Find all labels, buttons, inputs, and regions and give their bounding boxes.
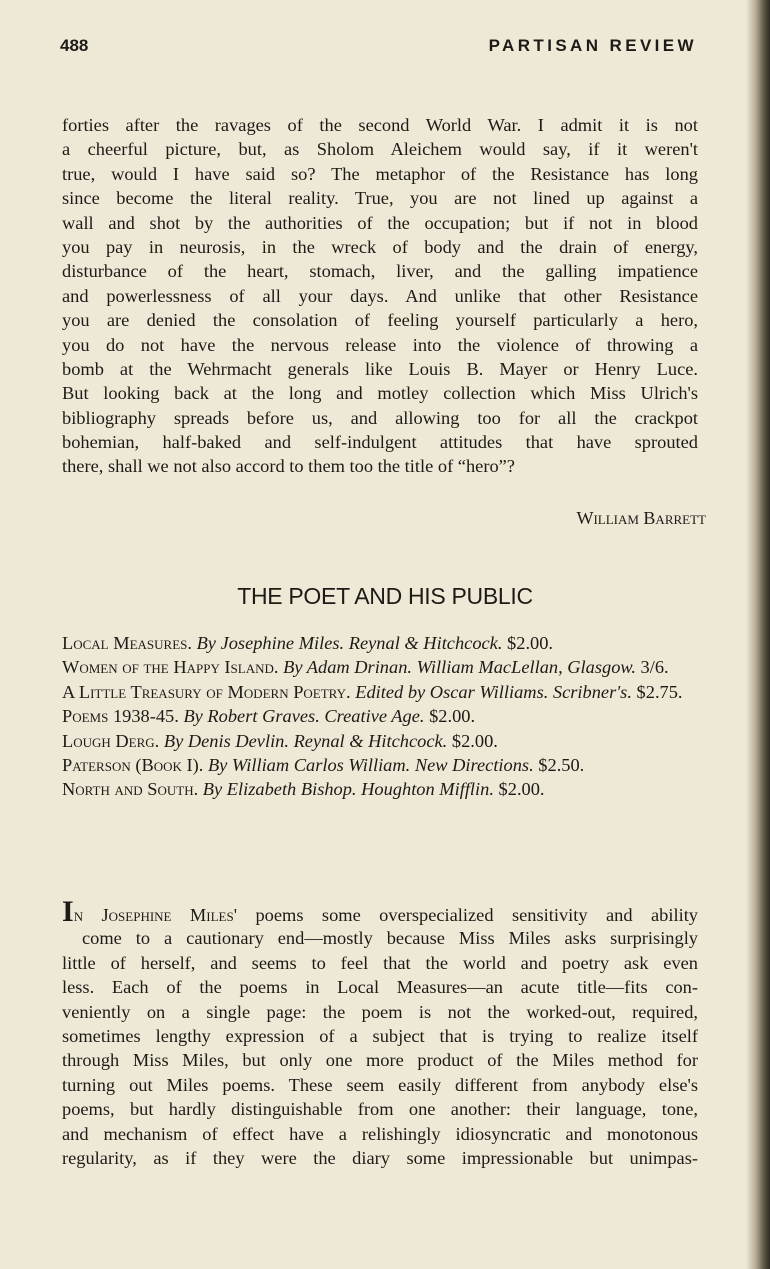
author-signature: William Barrett [576,508,706,528]
text-line: and mechanism of effect have a relishingly idiosyncratic and monotonous [62,1123,698,1144]
page-number: 488 [60,36,89,55]
bibliography-entry [62,631,702,655]
book-title: Local Measures. [62,633,192,653]
text-line: regularity, as if they were the diary some impressionable but unimpas- [62,1147,698,1168]
bibliography-entry [62,753,702,777]
text-line: bibliography spreads before us, and allowing too for all the crackpot [62,407,698,428]
text-line: there, shall we not also accord to them too the title of “hero”? [62,456,515,477]
book-price: $2.00. [447,730,498,751]
book-author-publisher: By Adam Drinan. William MacLellan, Glasgow. [278,657,636,678]
book-price: 3/6. [635,657,669,678]
book-title: A Little Treasury of Modern Poetry. [62,681,351,702]
text-line: come to a cautionary end—mostly because Miss Miles asks surprisingly [82,928,698,949]
text-line: a cheerful picture, but, as Sholom Aleichem would say, if it weren't [62,139,698,160]
page-edge-shadow [746,0,770,1269]
text-line: true, would I have said so? The metaphor of the Resistance has long [62,163,698,184]
text-line: turning out Miles poems. These seem easily different from anybody else's [62,1074,698,1095]
book-author-publisher: By Denis Devlin. Reynal & Hitchcock. [159,730,448,751]
bibliography-entry [62,655,702,679]
bibliography-entry [62,777,702,801]
text-line: bomb at the Wehrmacht generals like Louis B. Mayer or Henry Luce. [62,358,698,379]
text-line: less. Each of the poems in Local Measures—an acute title—fits con- [62,977,698,998]
text-line: veniently on a single page: the poem is not the worked-out, required, [62,1001,698,1022]
book-price: $2.00. [502,633,554,653]
book-title: North and South. [62,779,199,800]
book-price: $2.00. [424,706,476,727]
text-line: little of herself, and seems to feel that the world and poetry ask even [62,952,698,973]
text-line: wall and shot by the authorities of the occupation; but if not in blood [62,212,698,233]
book-author-publisher: By Josephine Miles. Reynal & Hitchcock. [191,633,503,653]
text-line: you are denied the consolation of feeling yourself particularly a hero, [62,310,698,331]
text-line: sometimes lengthy expression of a subject that is trying to realize itself [62,1025,698,1046]
text-line: you do not have the nervous release into the violence of throwing a [62,334,698,355]
text-line: forties after the ravages of the second World War. I admit it is not [62,115,698,135]
book-author-publisher: By Elizabeth Bishop. Houghton Mifflin. [198,779,494,800]
text-line: bohemian, half-baked and self-indulgent attitudes that have sprouted [62,432,698,453]
bibliography-entry [62,680,702,704]
book-title: Paterson (Book I). [62,755,204,776]
book-author-publisher: Edited by Oscar Williams. Scribner's. [350,681,632,702]
section-title: THE POET AND HIS PUBLIC [237,583,533,609]
lead-in-small-caps: n Josephine Miles' [73,905,238,925]
book-title: Women of the Happy Island. [62,657,279,678]
running-header [60,36,697,60]
drop-cap: I [62,895,74,928]
text-line: through Miss Miles, but only one more product of the Miles method for [62,1050,698,1071]
text-line [62,895,698,928]
book-price: $2.00. [493,779,545,800]
text-line: But looking back at the long and motley collection which Miss Ulrich's [62,383,698,404]
paragraph-closing-essay [62,113,698,479]
bibliography-entry [62,704,702,728]
text-line: you pay in neurosis, in the wreck of body and the drain of energy, [62,236,698,257]
text-line: poems, but hardly distinguishable from one another: their language, tone, [62,1099,698,1120]
journal-title: PARTISAN REVIEW [488,36,697,55]
bibliography-list [62,631,702,802]
book-price: $2.75. [631,681,683,702]
text-line: disturbance of the heart, stomach, liver, and the galling impatience [62,261,698,282]
book-title: Lough Derg. [62,730,160,751]
text-segment: poems some overspecialized sensitivity and ability [237,905,698,925]
bibliography-entry [62,729,702,753]
text-line: and powerlessness of all your days. And unlike that other Resistance [62,285,698,306]
book-author-publisher: By William Carlos William. New Directions. [203,755,534,776]
paragraph-review-opening [62,895,698,1170]
book-title: Poems 1938-45. [62,706,179,727]
book-price: $2.50. [533,755,585,776]
book-author-publisher: By Robert Graves. Creative Age. [178,706,425,727]
text-line: since become the literal reality. True, you are not lined up against a [62,188,698,209]
